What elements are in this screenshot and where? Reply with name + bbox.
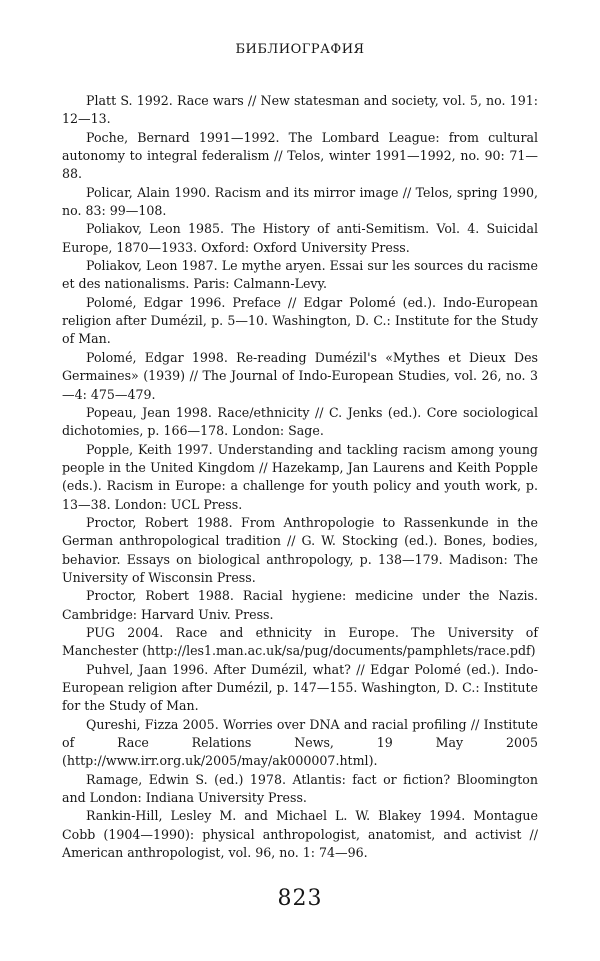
bibliography-entry: Puhvel, Jaan 1996. After Dumézil, what? // Edgar Polomé (ed.). Indo-European religion after Dumézil, p. 147—155. Washington, D. C.: Institute for the Study of Man.: [62, 661, 538, 714]
running-head: БИБЛИОГРАФИЯ: [235, 42, 365, 57]
bibliography-entry: Poliakov, Leon 1987. Le mythe aryen. Essai sur les sources du racisme et des nationalisms. Paris: Calmann-Levy.: [62, 258, 538, 292]
bibliography-entry: Poliakov, Leon 1985. The History of anti-Semitism. Vol. 4. Suicidal Europe, 1870—1933. Oxford: Oxford University Press.: [62, 221, 538, 255]
bibliography-entry: Proctor, Robert 1988. Racial hygiene: medicine under the Nazis. Cambridge: Harvard Univ. Press.: [62, 588, 538, 622]
bibliography-entry: Qureshi, Fizza 2005. Worries over DNA and racial profiling // Institute of Race Relations News, 19 May 2005 (http://www.irr.org.uk/2005/may/ak000007.html).: [62, 716, 538, 769]
bibliography-entry: Policar, Alain 1990. Racism and its mirror image // Telos, spring 1990, no. 83: 99—108.: [62, 184, 538, 219]
bibliography-entry: Rankin-Hill, Lesley M. and Michael L. W. Blakey 1994. Montague Cobb (1904—1990): physical anthropologist, anatomist, and activist // American anthropologist, vol. 96, no. 1: 74—96.: [62, 808, 538, 861]
bibliography-entry: Popple, Keith 1997. Understanding and tackling racism among young people in the United Kingdom // Hazekamp, Jan Laurens and Keith Popple (eds.). Racism in Europe: a challenge for youth policy and youth work, p. 13—38. London: UCL Press.: [62, 441, 538, 512]
bibliography-entry: Polomé, Edgar 1996. Preface // Edgar Polomé (ed.). Indo-European religion after Dumézil, p. 5—10. Washington, D. C.: Institute for the Study of Man.: [62, 294, 538, 347]
bibliography-entry: Poche, Bernard 1991—1992. The Lombard League: from cultural autonomy to integral federalism // Telos, winter 1991—1992, no. 90: 71—88.: [62, 129, 538, 182]
bibliography-entry: Proctor, Robert 1988. From Anthropologie to Rassenkunde in the German anthropological tradition // G. W. Stocking (ed.). Bones, bodies, behavior. Essays on biological anthropology, p. 138—179. Madison: The University of Wisconsin Press.: [62, 514, 538, 585]
bibliography-entry: PUG 2004. Race and ethnicity in Europe. The University of Manchester (http://les1.man.ac.uk/sa/pug/documents/pamphlets/race.pdf): [62, 624, 538, 659]
bibliography-list: [62, 92, 538, 862]
page-number: 823: [277, 886, 323, 911]
bibliography-entry: Polomé, Edgar 1998. Re-reading Dumézil's «Mythes et Dieux Des Germaines» (1939) // The Journal of Indo-European Studies, vol. 26, no. 3—4: 475—479.: [62, 349, 538, 402]
bibliography-entry: Ramage, Edwin S. (ed.) 1978. Atlantis: fact or fiction? Bloomington and London: Indiana University Press.: [62, 771, 538, 806]
bibliography-entry: Popeau, Jean 1998. Race/ethnicity // C. Jenks (ed.). Core sociological dichotomies, p. 166—178. London: Sage.: [62, 404, 538, 439]
bibliography-entry: Platt S. 1992. Race wars // New statesman and society, vol. 5, no. 191: 12—13.: [62, 93, 538, 127]
